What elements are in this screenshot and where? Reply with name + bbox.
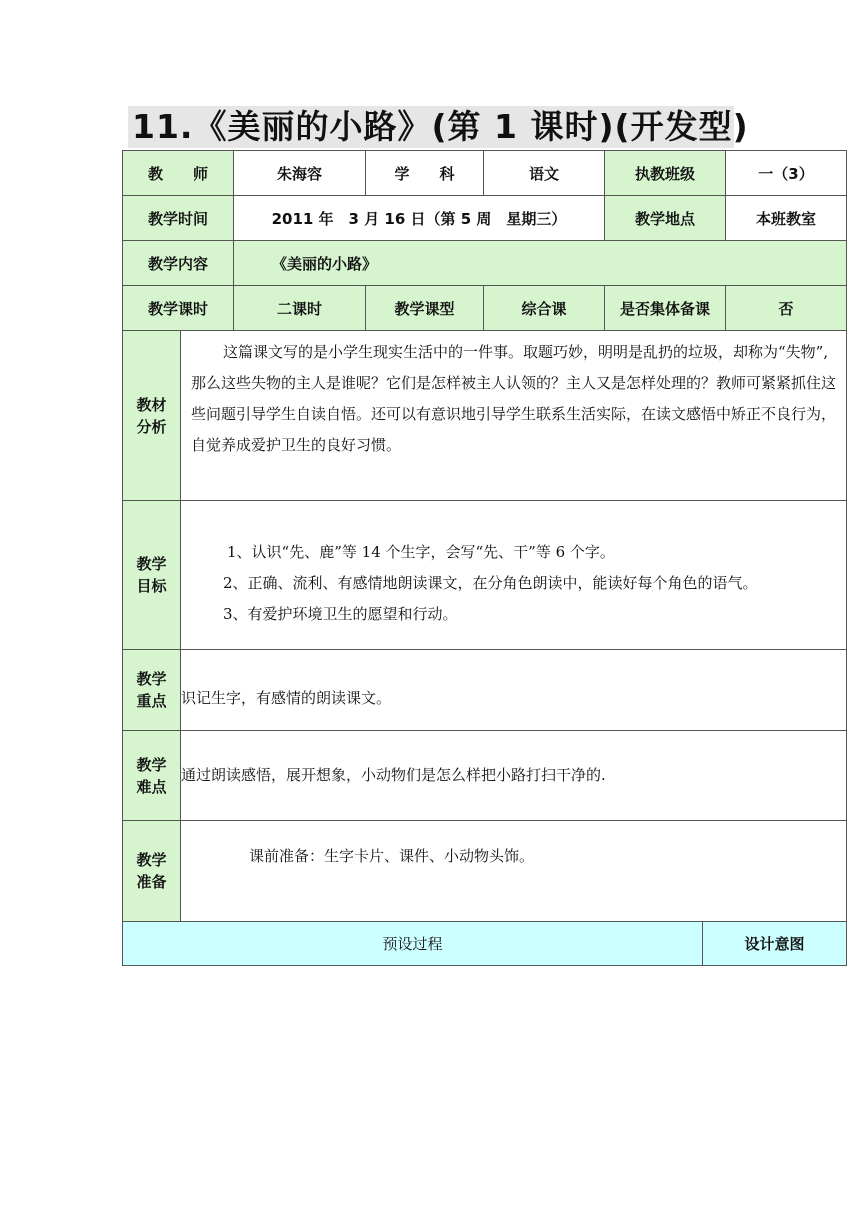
focus-label (123, 650, 181, 731)
process-header: 预设过程 (123, 922, 703, 966)
goals-cell (181, 501, 847, 650)
goal-item-1: 1、认识“先、鹿”等 14 个生字，会写“先、干”等 6 个字。 (227, 543, 615, 561)
header-row-teacher (123, 151, 847, 196)
difficulty-text: 通过朗读感悟，展开想象，小动物们是怎么样把小路打扫干净的. (181, 731, 847, 821)
difficulty-label (123, 731, 181, 821)
class-value: 一（3） (726, 151, 847, 196)
preparation-text: 课前准备：生字卡片、课件、小动物头饰。 (249, 847, 535, 865)
page-title: 11.《美丽的小路》(第 1 课时)(开发型) (128, 106, 734, 148)
teacher-value: 朱海容 (234, 151, 366, 196)
header-table (122, 150, 847, 331)
focus-text: 识记生字，有感情的朗读课文。 (181, 650, 847, 731)
goal-item-3: 3、有爱护环境卫生的愿望和行动。 (223, 605, 458, 623)
class-label: 执教班级 (605, 151, 726, 196)
hours-value: 二课时 (234, 286, 366, 331)
place-label: 教学地点 (605, 196, 726, 241)
subject-value: 语文 (484, 151, 605, 196)
analysis-cell (181, 331, 847, 501)
type-value: 综合课 (484, 286, 605, 331)
footer-row (123, 922, 847, 966)
difficulty-row (123, 731, 847, 821)
analysis-row (123, 331, 847, 501)
intent-header: 设计意图 (703, 922, 847, 966)
group-value: 否 (726, 286, 847, 331)
preparation-label (123, 821, 181, 922)
preparation-cell (181, 821, 847, 922)
focus-label-1: 教学 (136, 670, 167, 688)
analysis-text: 这篇课文写的是小学生现实生活中的一件事。取题巧妙，明明是乱扔的垃圾，却称为“失物”,那么这些失物的主人是谁呢？它们是怎样被主人认领的？主人又是怎样处理的？教师可紧紧抓住这些问题引导学生自读自悟。还可以有意识地引导学生联系生活实际，在读文感悟中矫正不良行为，自觉养成爱护卫生的良好习惯。 (191, 343, 837, 454)
goals-label-1: 教学 (136, 555, 167, 573)
hours-label: 教学课时 (123, 286, 234, 331)
place-value: 本班教室 (726, 196, 847, 241)
analysis-label-1: 教材 (136, 395, 167, 414)
teacher-label: 教 师 (123, 151, 234, 196)
preparation-label-2: 准备 (136, 873, 167, 891)
sections-table (122, 330, 847, 922)
footer-table (122, 921, 847, 966)
analysis-label-2: 分析 (136, 417, 167, 436)
time-value: 2011 年 3 月 16 日（第 5 周 星期三） (234, 196, 605, 241)
preparation-label-1: 教学 (136, 851, 167, 869)
header-row-content (123, 241, 847, 286)
analysis-label (123, 331, 181, 501)
type-label: 教学课型 (366, 286, 484, 331)
focus-row (123, 650, 847, 731)
content-value: 《美丽的小路》 (234, 241, 847, 286)
group-label: 是否集体备课 (605, 286, 726, 331)
goals-row (123, 501, 847, 650)
goals-label-2: 目标 (136, 577, 167, 595)
goal-item-2: 2、正确、流利、有感情地朗读课文，在分角色朗读中，能读好每个角色的语气。 (223, 574, 758, 592)
goals-label (123, 501, 181, 650)
difficulty-label-1: 教学 (136, 755, 167, 774)
header-row-time (123, 196, 847, 241)
preparation-row (123, 821, 847, 922)
content-label: 教学内容 (123, 241, 234, 286)
subject-label: 学 科 (366, 151, 484, 196)
header-row-hours (123, 286, 847, 331)
difficulty-label-2: 难点 (136, 777, 167, 796)
focus-label-2: 重点 (136, 692, 167, 710)
time-label: 教学时间 (123, 196, 234, 241)
